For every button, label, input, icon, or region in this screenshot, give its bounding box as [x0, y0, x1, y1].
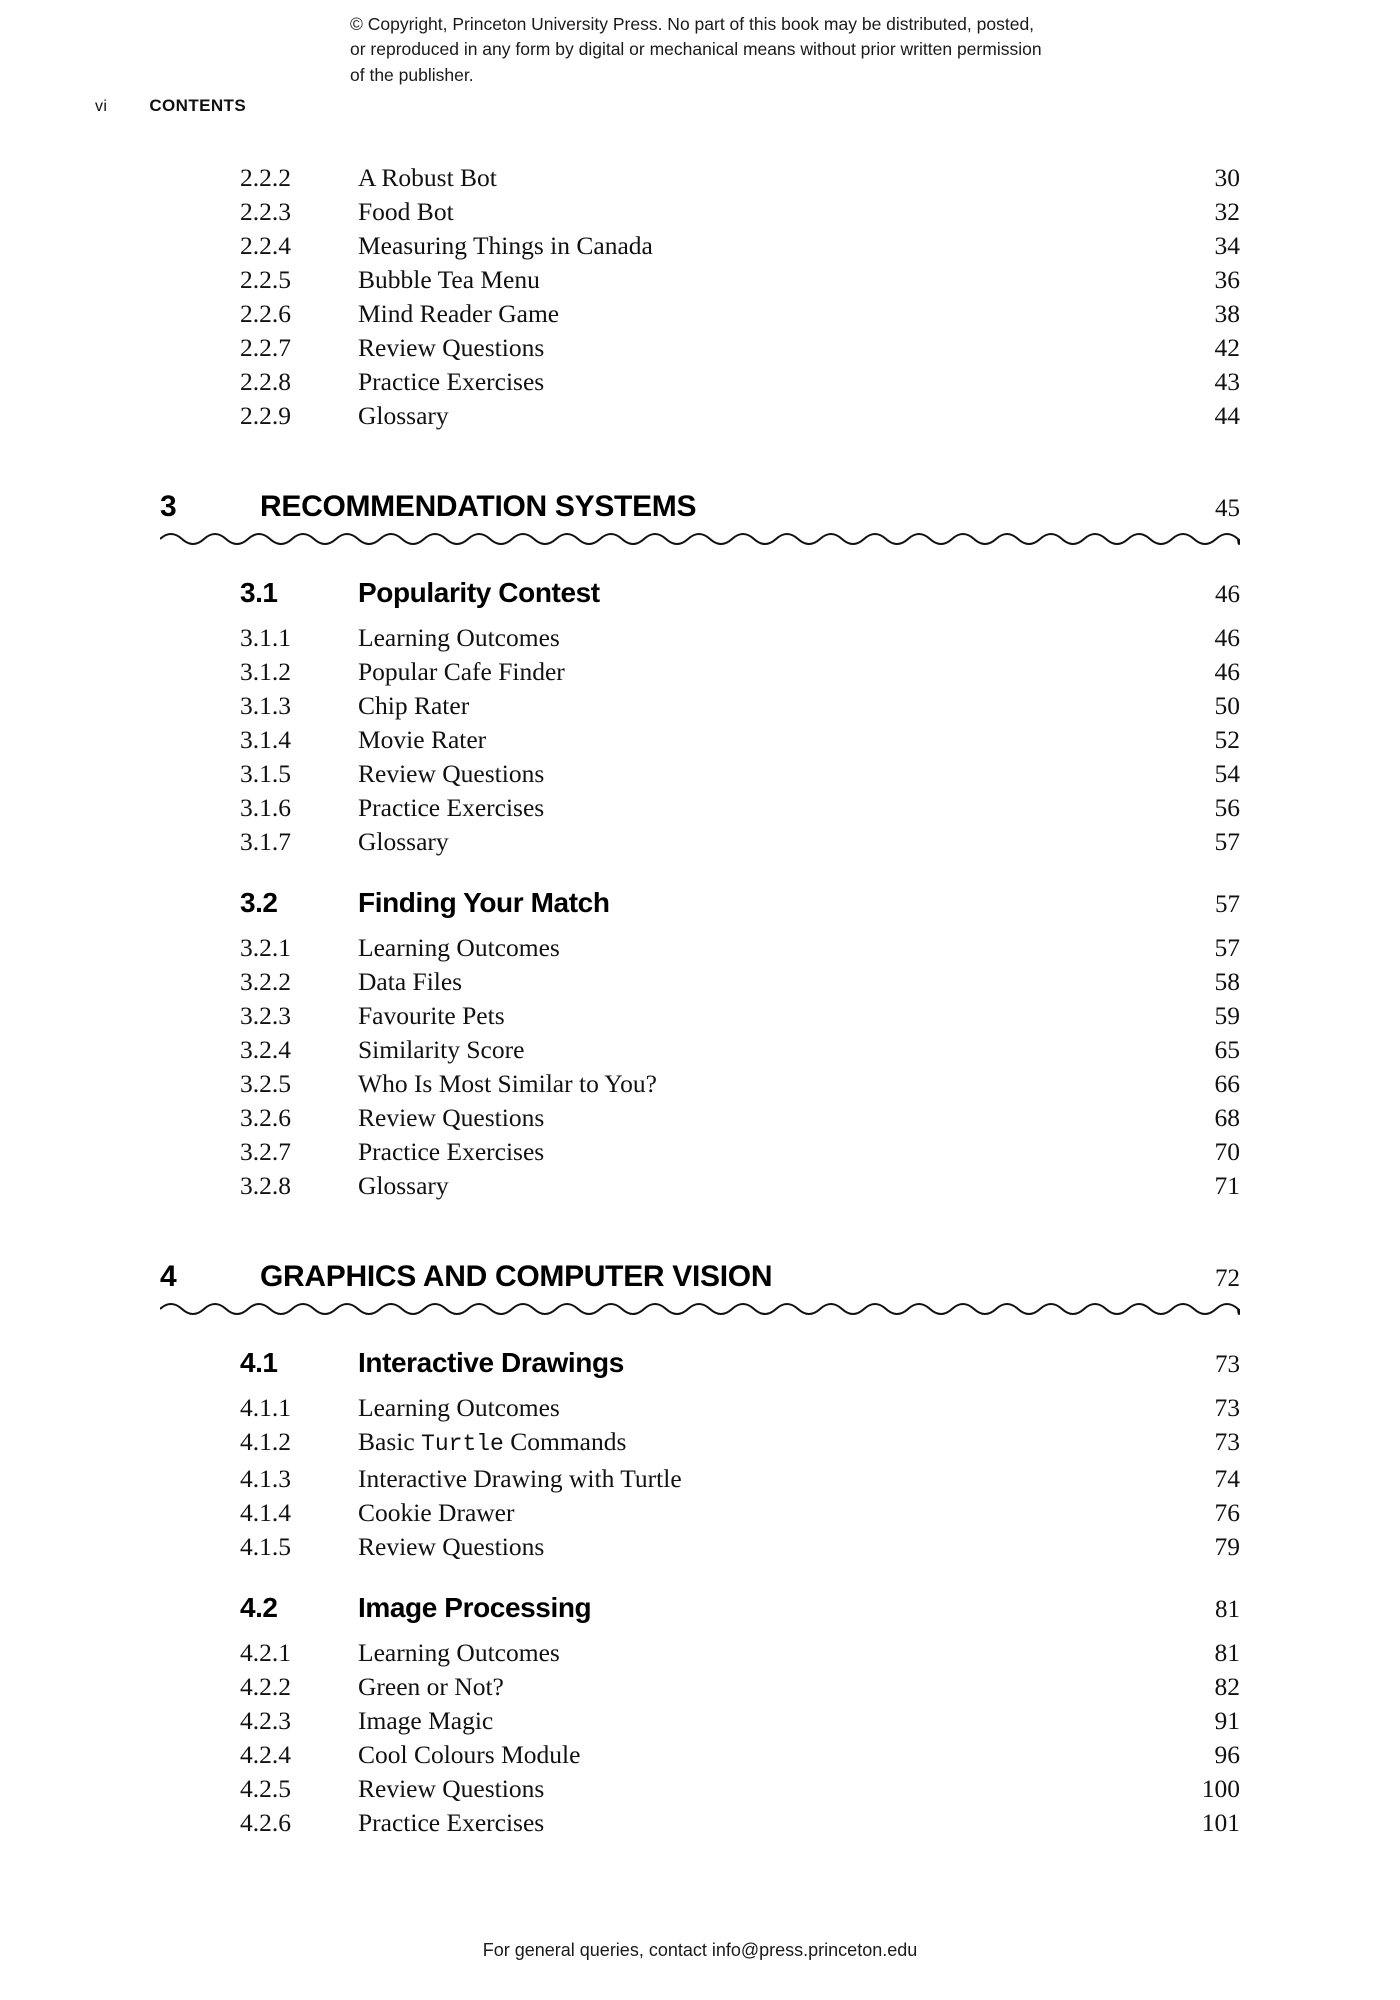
- toc-subentry[interactable]: [240, 1529, 1240, 1563]
- entry-title: Finding Your Match: [358, 887, 610, 918]
- entry-number: 4.2: [240, 1592, 278, 1623]
- entry-number: 2.2.2: [240, 162, 291, 192]
- entry-number: 4.2.3: [240, 1705, 291, 1735]
- toc-subentry[interactable]: [240, 1495, 1240, 1529]
- entry-page-number: 73: [1214, 1392, 1240, 1422]
- entry-number: 2.2.7: [240, 332, 291, 362]
- entry-number: 3.1: [240, 577, 278, 608]
- entry-number: 3.2.3: [240, 1000, 291, 1030]
- chapter-rule-squiggle: [160, 1300, 1240, 1318]
- entry-page-number: 50: [1214, 690, 1240, 720]
- entry-title: Learning Outcomes: [358, 1392, 560, 1422]
- entry-title: Favourite Pets: [358, 1000, 505, 1030]
- entry-number: 4.2.6: [240, 1807, 291, 1837]
- entry-title: Data Files: [358, 966, 463, 996]
- toc-subentry[interactable]: [240, 262, 1240, 296]
- entry-number: 3.2.8: [240, 1170, 291, 1200]
- toc-subentry[interactable]: [240, 194, 1240, 228]
- entry-number: 2.2.6: [240, 298, 291, 328]
- table-of-contents: [0, 160, 1400, 1839]
- entry-number: 3.1.4: [240, 724, 291, 754]
- entry-number: 3.1.1: [240, 622, 291, 652]
- entry-number: 3.2: [240, 887, 278, 918]
- entry-number: 4.1.5: [240, 1531, 291, 1561]
- entry-title: Learning Outcomes: [358, 932, 560, 962]
- toc-section-entry[interactable]: [240, 1589, 1240, 1629]
- toc-chapter-entry[interactable]: [160, 490, 1240, 524]
- entry-number: 3.1.6: [240, 792, 291, 822]
- toc-subentry[interactable]: [240, 998, 1240, 1032]
- entry-title: Glossary: [358, 400, 449, 430]
- toc-subentry[interactable]: [240, 296, 1240, 330]
- entry-title: GRAPHICS AND COMPUTER VISION: [260, 1260, 773, 1293]
- running-head: [95, 96, 246, 116]
- entry-page-number: 30: [1214, 162, 1240, 192]
- toc-subentry[interactable]: [240, 1168, 1240, 1202]
- toc-subentry[interactable]: [240, 964, 1240, 998]
- toc-subentry[interactable]: [240, 756, 1240, 790]
- toc-subentry[interactable]: [240, 688, 1240, 722]
- entry-page-number: 58: [1214, 966, 1240, 996]
- toc-subentry[interactable]: [240, 1461, 1240, 1495]
- entry-title: Food Bot: [358, 196, 454, 226]
- toc-subentry[interactable]: [240, 364, 1240, 398]
- entry-page-number: 96: [1214, 1739, 1240, 1769]
- entry-number: 3.1.5: [240, 758, 291, 788]
- entry-title: Learning Outcomes: [358, 1637, 560, 1667]
- entry-title: Practice Exercises: [358, 1136, 545, 1166]
- entry-page-number: 68: [1214, 1102, 1240, 1132]
- toc-chapter-entry[interactable]: [160, 1260, 1240, 1294]
- toc-subentry[interactable]: [240, 160, 1240, 194]
- entry-number: 4.2.4: [240, 1739, 291, 1769]
- entry-title: Popularity Contest: [358, 577, 600, 608]
- entry-page-number: 59: [1214, 1000, 1240, 1030]
- entry-page-number: 81: [1214, 1637, 1240, 1667]
- entry-page-number: 66: [1214, 1068, 1240, 1098]
- entry-page-number: 91: [1214, 1705, 1240, 1735]
- entry-page-number: 82: [1214, 1671, 1240, 1701]
- entry-page-number: 70: [1214, 1136, 1240, 1166]
- entry-number: 4.1.3: [240, 1463, 291, 1493]
- entry-number: 4: [160, 1260, 177, 1293]
- entry-page-number: 100: [1201, 1773, 1240, 1803]
- entry-number: 3.1.3: [240, 690, 291, 720]
- entry-page-number: 44: [1214, 400, 1240, 430]
- entry-number: 4.2.5: [240, 1773, 291, 1803]
- entry-page-number: 57: [1215, 891, 1240, 918]
- entry-title: Review Questions: [358, 758, 545, 788]
- toc-subentry[interactable]: [240, 398, 1240, 432]
- entry-number: 4.1: [240, 1347, 278, 1378]
- entry-number: 3.2.2: [240, 966, 291, 996]
- entry-title: Cookie Drawer: [358, 1497, 515, 1527]
- toc-subentry[interactable]: [240, 1737, 1240, 1771]
- entry-page-number: 46: [1214, 656, 1240, 686]
- copyright-notice: © Copyright, Princeton University Press. No part of this book may be distributed, posted, or reproduced in any form by digital or mechanical means without prior written permission of the publisher.: [350, 14, 1042, 85]
- toc-subentry[interactable]: [240, 1134, 1240, 1168]
- toc-subentry[interactable]: [240, 824, 1240, 858]
- entry-page-number: 57: [1214, 932, 1240, 962]
- entry-title: Basic Turtle Commands: [358, 1426, 627, 1457]
- entry-title: Practice Exercises: [358, 366, 545, 396]
- toc-subentry[interactable]: [240, 1771, 1240, 1805]
- entry-title: Interactive Drawing with Turtle: [358, 1463, 682, 1493]
- entry-page-number: 74: [1214, 1463, 1240, 1493]
- entry-page-number: 79: [1214, 1531, 1240, 1561]
- entry-title: Practice Exercises: [358, 1807, 545, 1837]
- entry-title: Image Processing: [358, 1592, 592, 1623]
- entry-number: 3.1.2: [240, 656, 291, 686]
- entry-page-number: 46: [1215, 581, 1240, 608]
- entry-page-number: 46: [1214, 622, 1240, 652]
- entry-page-number: 43: [1214, 366, 1240, 396]
- entry-title: Image Magic: [358, 1705, 494, 1735]
- entry-number: 3.2.4: [240, 1034, 291, 1064]
- toc-subentry[interactable]: [240, 1100, 1240, 1134]
- entry-title: RECOMMENDATION SYSTEMS: [260, 490, 697, 523]
- toc-section-entry[interactable]: [240, 574, 1240, 614]
- entry-page-number: 73: [1214, 1426, 1240, 1456]
- entry-title: Bubble Tea Menu: [358, 264, 540, 294]
- running-head-label: CONTENTS: [149, 96, 247, 115]
- entry-number: 4.1.2: [240, 1426, 291, 1456]
- entry-page-number: 72: [1215, 1265, 1240, 1292]
- entry-number: 3.2.6: [240, 1102, 291, 1132]
- chapter-rule-squiggle: [160, 530, 1240, 548]
- entry-title: Review Questions: [358, 1531, 545, 1561]
- entry-title: Popular Cafe Finder: [358, 656, 565, 686]
- toc-subentry[interactable]: [240, 1635, 1240, 1669]
- entry-page-number: 34: [1214, 230, 1240, 260]
- entry-number: 4.2.1: [240, 1637, 291, 1667]
- toc-subentry[interactable]: [240, 1390, 1240, 1424]
- page-footer: For general queries, contact info@press.princeton.edu: [482, 1940, 918, 1960]
- toc-subentry[interactable]: [240, 620, 1240, 654]
- entry-page-number: 42: [1214, 332, 1240, 362]
- entry-number: 3.1.7: [240, 826, 291, 856]
- entry-page-number: 54: [1214, 758, 1240, 788]
- entry-title: Practice Exercises: [358, 792, 545, 822]
- entry-page-number: 71: [1214, 1170, 1240, 1200]
- entry-number: 4.1.1: [240, 1392, 291, 1422]
- entry-title: A Robust Bot: [358, 162, 497, 192]
- toc-subentry[interactable]: [240, 1805, 1240, 1839]
- entry-title: Review Questions: [358, 1102, 545, 1132]
- entry-number: 2.2.4: [240, 230, 291, 260]
- entry-title: Similarity Score: [358, 1034, 525, 1064]
- entry-page-number: 38: [1214, 298, 1240, 328]
- toc-subentry[interactable]: [240, 228, 1240, 262]
- entry-page-number: 32: [1214, 196, 1240, 226]
- entry-title: Glossary: [358, 826, 449, 856]
- toc-subentry[interactable]: [240, 1703, 1240, 1737]
- folio-number: vi: [95, 98, 108, 115]
- entry-title: Learning Outcomes: [358, 622, 560, 652]
- entry-page-number: 81: [1215, 1596, 1240, 1623]
- toc-subentry[interactable]: [240, 722, 1240, 756]
- entry-number: 2.2.9: [240, 400, 291, 430]
- entry-title: Review Questions: [358, 1773, 545, 1803]
- entry-page-number: 57: [1214, 826, 1240, 856]
- toc-section-entry[interactable]: [240, 1344, 1240, 1384]
- entry-title: Who Is Most Similar to You?: [358, 1068, 657, 1098]
- entry-title: Movie Rater: [358, 724, 487, 754]
- entry-title: Chip Rater: [358, 690, 470, 720]
- entry-page-number: 45: [1215, 495, 1240, 522]
- entry-page-number: 65: [1214, 1034, 1240, 1064]
- entry-page-number: 101: [1201, 1807, 1240, 1837]
- toc-subentry[interactable]: [240, 330, 1240, 364]
- entry-number: 4.2.2: [240, 1671, 291, 1701]
- toc-subentry[interactable]: [240, 1032, 1240, 1066]
- entry-page-number: 36: [1214, 264, 1240, 294]
- toc-subentry[interactable]: [240, 1669, 1240, 1703]
- entry-number: 2.2.3: [240, 196, 291, 226]
- toc-section-entry[interactable]: [240, 884, 1240, 924]
- entry-number: 2.2.5: [240, 264, 291, 294]
- entry-page-number: 73: [1215, 1351, 1240, 1378]
- entry-number: 3.2.1: [240, 932, 291, 962]
- entry-number: 3.2.7: [240, 1136, 291, 1166]
- entry-title: Cool Colours Module: [358, 1739, 581, 1769]
- toc-subentry[interactable]: [240, 930, 1240, 964]
- entry-title: Green or Not?: [358, 1671, 504, 1701]
- toc-subentry[interactable]: [240, 790, 1240, 824]
- entry-title: Measuring Things in Canada: [358, 230, 653, 260]
- entry-page-number: 76: [1214, 1497, 1240, 1527]
- toc-subentry[interactable]: [240, 1424, 1240, 1461]
- code-term: Turtle: [421, 1430, 504, 1457]
- entry-number: 4.1.4: [240, 1497, 291, 1527]
- entry-title: Interactive Drawings: [358, 1347, 624, 1378]
- toc-subentry[interactable]: [240, 1066, 1240, 1100]
- entry-title: Review Questions: [358, 332, 545, 362]
- entry-title: Glossary: [358, 1170, 449, 1200]
- entry-number: 3: [160, 490, 177, 523]
- entry-page-number: 56: [1214, 792, 1240, 822]
- entry-page-number: 52: [1214, 724, 1240, 754]
- entry-number: 2.2.8: [240, 366, 291, 396]
- toc-subentry[interactable]: [240, 654, 1240, 688]
- entry-number: 3.2.5: [240, 1068, 291, 1098]
- entry-title: Mind Reader Game: [358, 298, 560, 328]
